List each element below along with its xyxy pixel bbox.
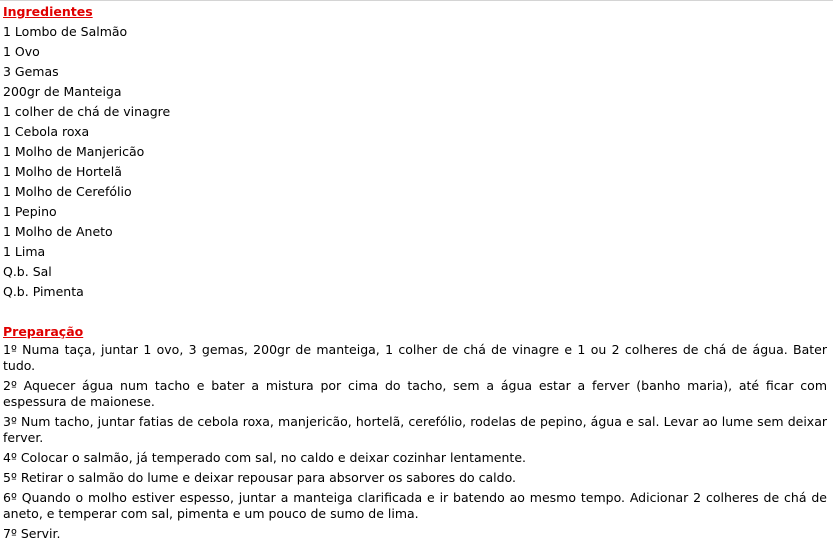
ingredient-item: 1 Molho de Aneto [3,224,113,239]
preparation-step: 2º Aquecer água num tacho e bater a mistura por cima do tacho, sem a água estar a ferver (banho maria), até ficar com espessura de maionese. [3,378,827,409]
preparation-step: 5º Retirar o salmão do lume e deixar repousar para absorver os sabores do caldo. [3,470,516,485]
ingredient-item: Q.b. Sal [3,264,52,279]
ingredient-item: 1 Ovo [3,44,40,59]
ingredients-heading: Ingredientes [3,4,93,19]
ingredient-item: 1 Molho de Hortelã [3,164,122,179]
ingredients-section [3,2,827,302]
ingredient-item: 1 Pepino [3,204,57,219]
ingredient-item: Q.b. Pimenta [3,284,84,299]
preparation-section [3,322,827,546]
preparation-step: 7º Servir. [3,526,61,541]
ingredient-item: 1 Molho de Cerefólio [3,184,132,199]
ingredient-item: 200gr de Manteiga [3,84,122,99]
ingredient-item: 1 Cebola roxa [3,124,90,139]
ingredient-item: 1 Molho de Manjericão [3,144,145,159]
ingredient-item: 3 Gemas [3,64,59,79]
preparation-step: 1º Numa taça, juntar 1 ovo, 3 gemas, 200gr de manteiga, 1 colher de chá de vinagre e 1 ou 2 colheres de chá de água. Bater tudo. [3,342,827,373]
preparation-step: 6º Quando o molho estiver espesso, juntar a manteiga clarificada e ir batendo ao mesmo tempo. Adicionar 2 colheres de chá de aneto, e temperar com sal, pimenta e um pouco de sumo de lima. [3,490,827,521]
ingredient-item: 1 Lombo de Salmão [3,24,128,39]
preparation-step: 4º Colocar o salmão, já temperado com sal, no caldo e deixar cozinhar lentamente. [3,450,526,465]
preparation-heading: Preparação [3,324,84,339]
ingredient-item: 1 colher de chá de vinagre [3,104,171,119]
ingredient-item: 1 Lima [3,244,46,259]
preparation-step: 3º Num tacho, juntar fatias de cebola roxa, manjericão, hortelã, cerefólio, rodelas de pepino, água e sal. Levar ao lume sem deixar ferver. [3,414,827,445]
